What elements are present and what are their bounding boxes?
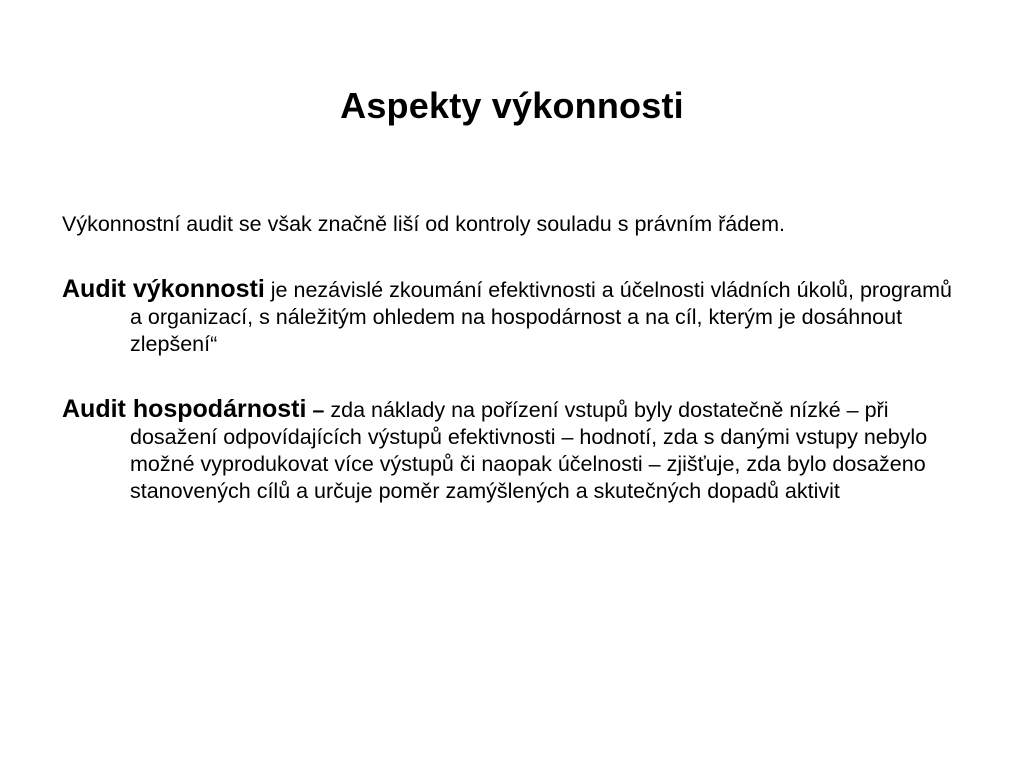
definition-term: Audit hospodárnosti	[62, 395, 307, 423]
definition-text: je nezávislé zkoumání efektivnosti a účelnosti vládních úkolů, programů a organizací, s náležitým ohledem na hospodárnost a na cíl, kterým je dosáhnout zlepšení“	[130, 278, 952, 356]
definition-text: zda náklady na pořízení vstupů byly dostatečně nízké – při dosažení odpovídajících výstupů efektivnosti – hodnotí, zda s danými vstupy nebylo možné vyprodukovat více výstupů či naopak účelnosti – zjišťuje, zda bylo dosaženo stanovených cílů a určuje poměr zamýšlených a skutečných dopadů aktivit	[130, 398, 928, 503]
definition-term: Audit výkonnosti	[62, 275, 265, 303]
slide-body	[62, 210, 962, 543]
definition-separator: –	[312, 398, 325, 422]
definition-audit-hospodarnosti	[62, 396, 962, 505]
intro-paragraph: Výkonnostní audit se však značně liší od kontroly souladu s právním řádem.	[62, 212, 786, 236]
slide-title: Aspekty výkonnosti	[340, 85, 684, 126]
definition-audit-vykonnosti	[62, 276, 962, 358]
